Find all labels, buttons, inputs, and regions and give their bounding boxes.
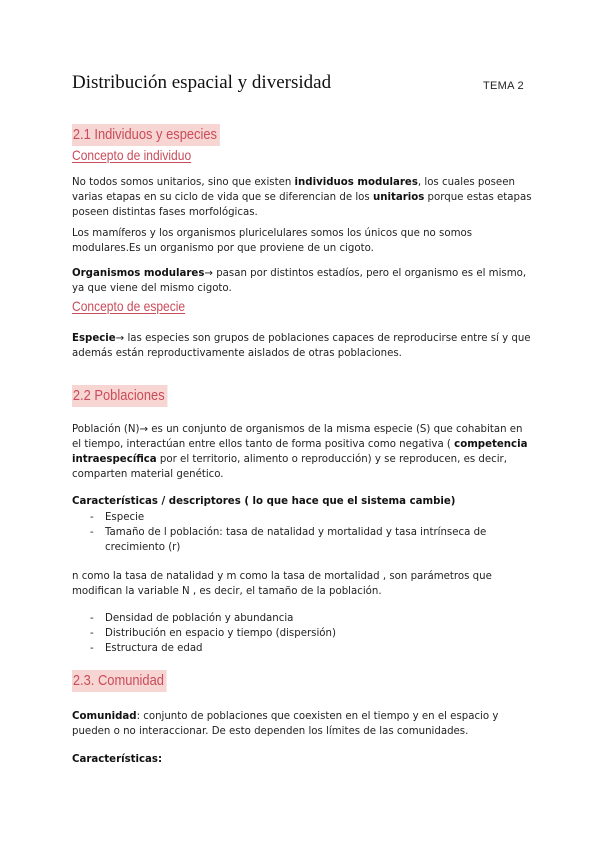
- paragraph-caracteristicas: Características / descriptores ( lo que hace que el sistema cambie): [72, 496, 456, 507]
- section-heading-2-1: [72, 124, 532, 146]
- list-item: - Densidad de población y abundancia: [90, 613, 294, 624]
- paragraph-comunidad: Comunidad: conjunto de poblaciones que coexisten en el tiempo y en el espacio y pueden o no interaccionar. De esto dependen los límites de las comunidades.: [72, 711, 499, 737]
- paragraph-individuos-modulares: No todos somos unitarios, sino que existen individuos modulares, los cuales poseen varias etapas en su ciclo de vida que se diferencian de los unitarios porque estas etapas poseen distintas fases morfológicas.: [72, 177, 532, 218]
- list-item: - Distribución en espacio y tiempo (dispersión): [90, 628, 336, 639]
- paragraph-mamiferos: Los mamíferos y los organismos pluricelulares somos los únicos que no somos modulares.Es un organismo por que proviene de un cigoto.: [72, 228, 473, 254]
- list-descriptores-extra: [72, 611, 532, 656]
- list-item: - Estructura de edad: [90, 643, 203, 654]
- section-heading: 2.3. Comunidad: [72, 670, 167, 692]
- subheading-concepto-individuo: [72, 147, 532, 164]
- paragraph-tasas: n como la tasa de natalidad y m como la tasa de mortalidad , son parámetros que modifican la variable N , es decir, el tamaño de la población.: [72, 571, 492, 597]
- section-heading-2-2: [72, 385, 532, 407]
- topic-label: TEMA 2: [483, 80, 524, 92]
- list-item: - Especie: [90, 512, 145, 523]
- section-heading: 2.1 Individuos y especies: [72, 124, 220, 146]
- paragraph-poblacion: Población (N)→ es un conjunto de organismos de la misma especie (S) que cohabitan en el tiempo, interactúan entre ellos tanto de forma positiva como negativa ( competencia intraespecífica por el territorio, alimento o reproducción) y se reproducen, es decir, comparten material genético.: [72, 424, 528, 480]
- paragraph-caracteristicas-comunidad: Características:: [72, 754, 163, 765]
- subheading-concepto-especie: [72, 298, 532, 315]
- paragraph-especie: Especie→ las especies son grupos de poblaciones capaces de reproducirse entre sí y que además están reproductivamente aislados de otras poblaciones.: [72, 333, 531, 359]
- list-item: - Tamaño de l población: tasa de natalidad y mortalidad y tasa intrínseca de crecimiento (r): [90, 527, 487, 553]
- page-title: Distribución espacial y diversidad: [72, 72, 332, 93]
- paragraph-organismos-modulares: Organismos modulares→ pasan por distintos estadíos, pero el organismo es el mismo, ya que viene del mismo cigoto.: [72, 268, 527, 294]
- list-descriptores: [72, 510, 532, 555]
- section-heading-2-3: [72, 670, 532, 692]
- subheading: Concepto de especie: [72, 298, 186, 314]
- section-heading: 2.2 Poblaciones: [72, 385, 167, 407]
- subheading: Concepto de individuo: [72, 147, 192, 163]
